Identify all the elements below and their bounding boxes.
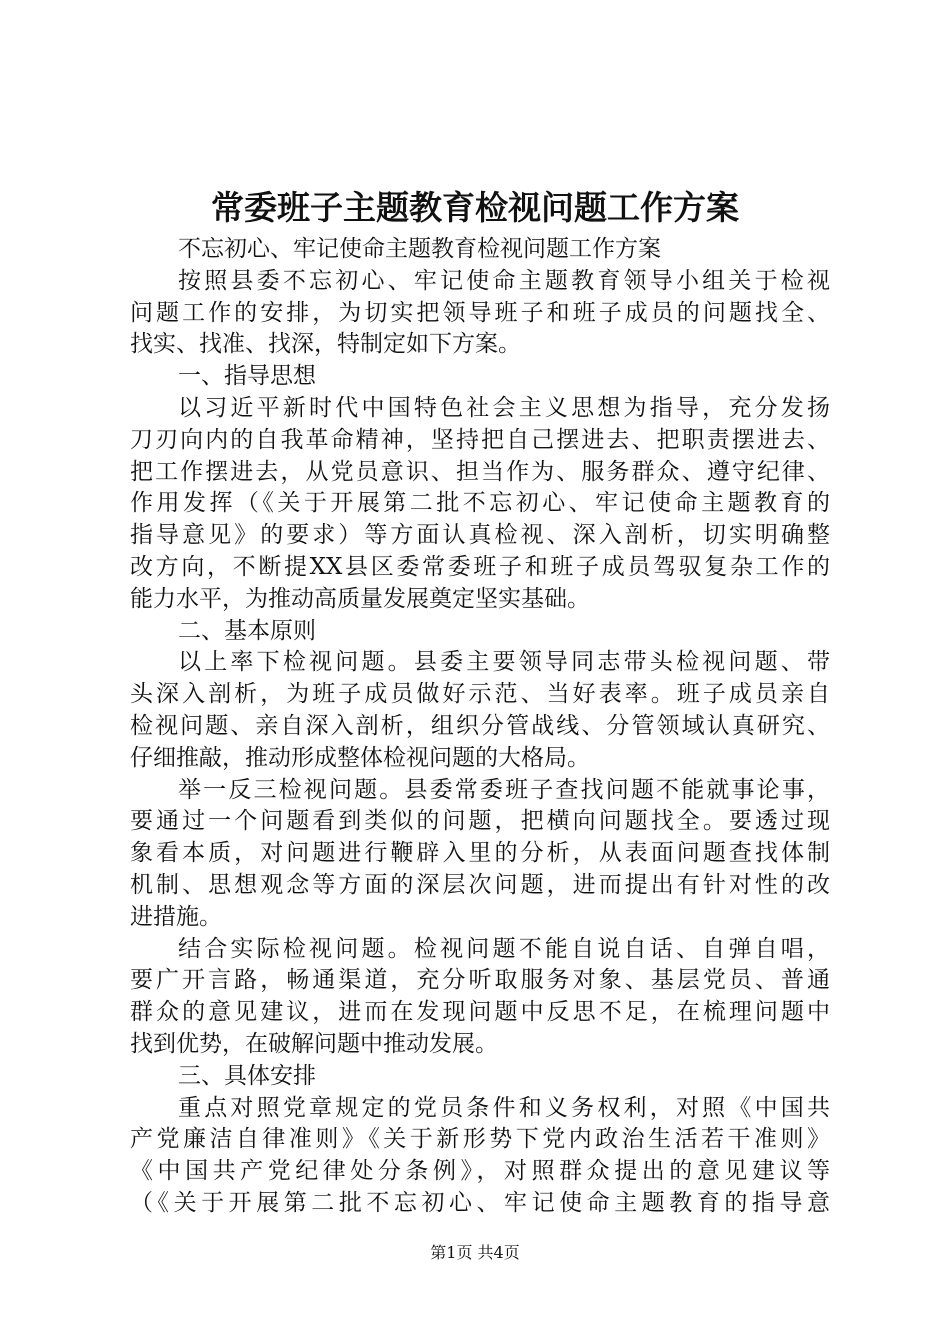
document-line: 举一反三检视问题。县委常委班子查找问题不能就事论事， <box>178 776 830 803</box>
document-line: 指导意见》的要求）等方面认真检视、深入剖析，切实明确整 <box>130 522 830 549</box>
document-line: 机制、思想观念等方面的深层次问题，进而提出有针对性的改 <box>130 871 830 898</box>
document-line: 检视问题、亲自深入剖析，组织分管战线、分管领域认真研究、 <box>130 712 830 739</box>
document-line: （《关于开展第二批不忘初心、牢记使命主题教育的指导意 <box>130 1189 830 1216</box>
document-line: 三、具体安排 <box>178 1062 316 1089</box>
document-line: 找实、找准、找深，特制定如下方案。 <box>130 331 521 358</box>
document-line: 不忘初心、牢记使命主题教育检视问题工作方案 <box>178 236 661 262</box>
document-line: 刀刃向内的自我革命精神，坚持把自己摆进去、把职责摆进去、 <box>130 426 830 453</box>
document-line: 象看本质，对问题进行鞭辟入里的分析，从表面问题查找体制 <box>130 840 830 867</box>
document-line: 要广开言路，畅通渠道，充分听取服务对象、基层党员、普通 <box>130 967 830 994</box>
document-line: 一、指导思想 <box>178 363 316 390</box>
document-line: 群众的意见建议，进而在发现问题中反思不足，在梳理问题中 <box>130 999 830 1026</box>
document-line: 问题工作的安排，为切实把领导班子和班子成员的问题找全、 <box>130 299 830 326</box>
document-line: 改方向，不断提XX县区委常委班子和班子成员驾驭复杂工作的 <box>130 553 830 580</box>
page-footer: 第1页 共4页 <box>430 1243 520 1262</box>
document-line: 能力水平，为推动高质量发展奠定坚实基础。 <box>130 585 590 612</box>
document-line: 二、基本原则 <box>178 617 316 644</box>
document-line: 作用发挥（《关于开展第二批不忘初心、牢记使命主题教育的 <box>130 490 830 517</box>
document-line: 重点对照党章规定的党员条件和义务权利，对照《中国共 <box>178 1094 830 1121</box>
document-line: 按照县委不忘初心、牢记使命主题教育领导小组关于检视 <box>178 267 830 294</box>
document-line: 以习近平新时代中国特色社会主义思想为指导，充分发扬 <box>178 394 830 421</box>
document-line: 仔细推敲，推动形成整体检视问题的大格局。 <box>130 744 590 771</box>
document-line: 要通过一个问题看到类似的问题，把横向问题找全。要透过现 <box>130 808 830 835</box>
document-body <box>130 234 830 1220</box>
document-line: 产党廉洁自律准则》《关于新形势下党内政治生活若干准则》 <box>130 1126 830 1153</box>
document-line: 找到优势，在破解问题中推动发展。 <box>130 1030 498 1057</box>
document-line: 结合实际检视问题。检视问题不能自说自话、自弹自唱， <box>178 935 830 962</box>
document-line: 以上率下检视问题。县委主要领导同志带头检视问题、带 <box>178 649 830 676</box>
document-line: 把工作摆进去，从党员意识、担当作为、服务群众、遵守纪律、 <box>130 458 830 485</box>
document-title: 常委班子主题教育检视问题工作方案 <box>211 188 739 227</box>
document-line: 头深入剖析，为班子成员做好示范、当好表率。班子成员亲自 <box>130 681 830 708</box>
document-line: 《中国共产党纪律处分条例》，对照群众提出的意见建议等 <box>130 1158 830 1185</box>
document-line: 进措施。 <box>130 903 222 930</box>
